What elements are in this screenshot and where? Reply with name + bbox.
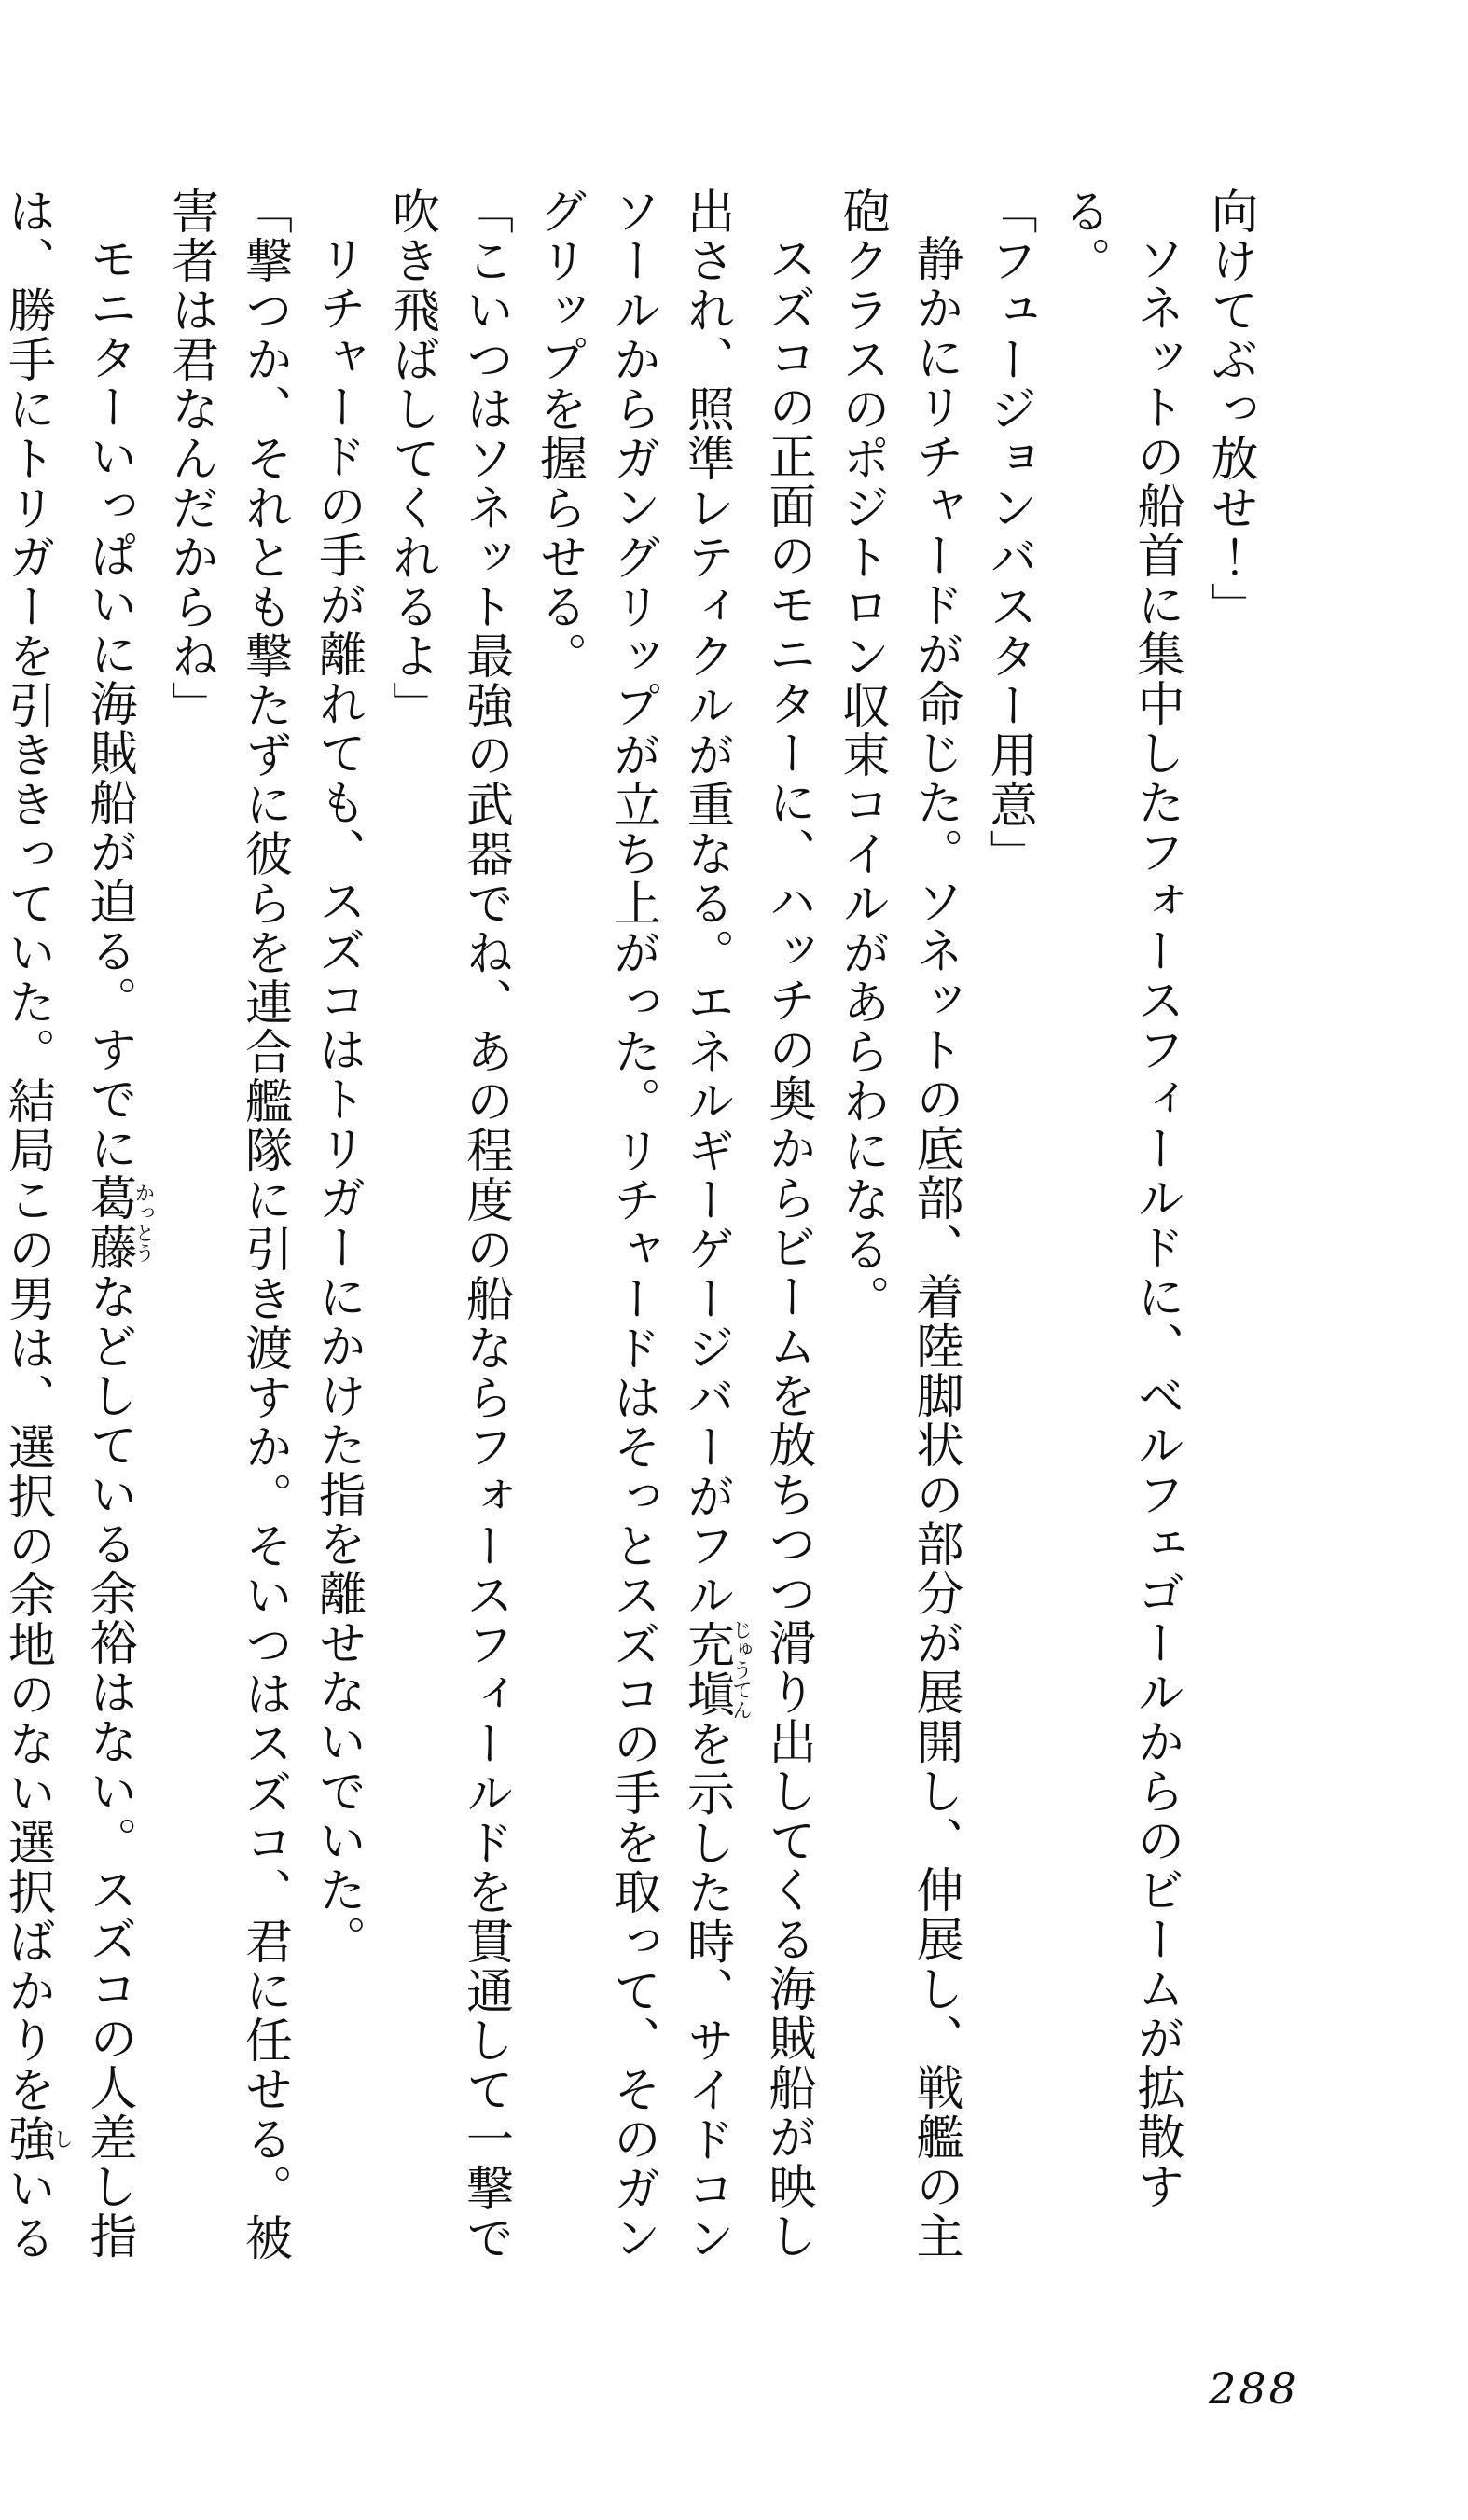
text-line: 砲クラスのポジトロン収束コイルがあらわになる。 — [834, 187, 889, 1323]
text-line: モニターいっぱいに海賊船が迫る。すでに葛藤かっとうなどしている余裕はない。スズコの人差し指 — [81, 234, 155, 2261]
text-line: 「撃つか、それとも撃たずに彼らを連合艦隊に引き渡すか。そいつはスズコ、君に任せる。被 — [236, 187, 292, 2263]
page-number: 288 — [1209, 2363, 1299, 2414]
ruby-annotated-word: 葛藤かっとう — [81, 1173, 155, 1272]
text-line: 「フュージョンバスター用意」 — [981, 187, 1036, 879]
text-line: 向けてぶっ放せ！」 — [1202, 187, 1257, 631]
text-line: 吹き飛ばしてくれるよ」 — [383, 187, 439, 730]
text-line: ソネットの船首に集中したフォースフィールドに、ベルフェゴールからのビームが拡散する。 — [1055, 187, 1184, 2211]
text-line: 出され、照準レティクルが重なる。エネルギーゲージバーがフル充塡じゅうてんを示した時、サイドコン — [678, 187, 753, 2264]
text-line: リチャードの手が離れても、スズコはトリガーにかけた指を離せないでいた。 — [310, 234, 366, 1964]
text-line: グリップを握らせる。 — [531, 187, 587, 681]
text-line: 害者は君なんだからね」 — [162, 187, 218, 730]
ruby-annotated-word: 充塡じゅうてん — [678, 1619, 753, 1720]
ruby-annotated-word: 強し — [0, 2114, 74, 2164]
text-line: 「こいつはソネット最強の武器でね、あの程度の船ならフォースフィールドを貫通して一撃で — [457, 187, 513, 2263]
text-line: は、勝手にトリガーを引ききっていた。結局この男は、選択の余地のない選択ばかりを強しいる — [0, 187, 74, 2263]
text-line: 静かにリチャードが命じた。ソネットの底部、着陸脚状の部分が展開し、伸展し、戦艦の主 — [907, 234, 963, 2261]
text-line: スズコの正面のモニターに、ハッチの奥からビームを放ちつつ滑り出してくる海賊船が映し — [760, 234, 815, 2261]
text-line: ソールからガングリップが立ち上がった。リチャードはそっとスズコの手を取って、そのガン — [604, 187, 660, 2263]
text-block — [0, 187, 1267, 2274]
